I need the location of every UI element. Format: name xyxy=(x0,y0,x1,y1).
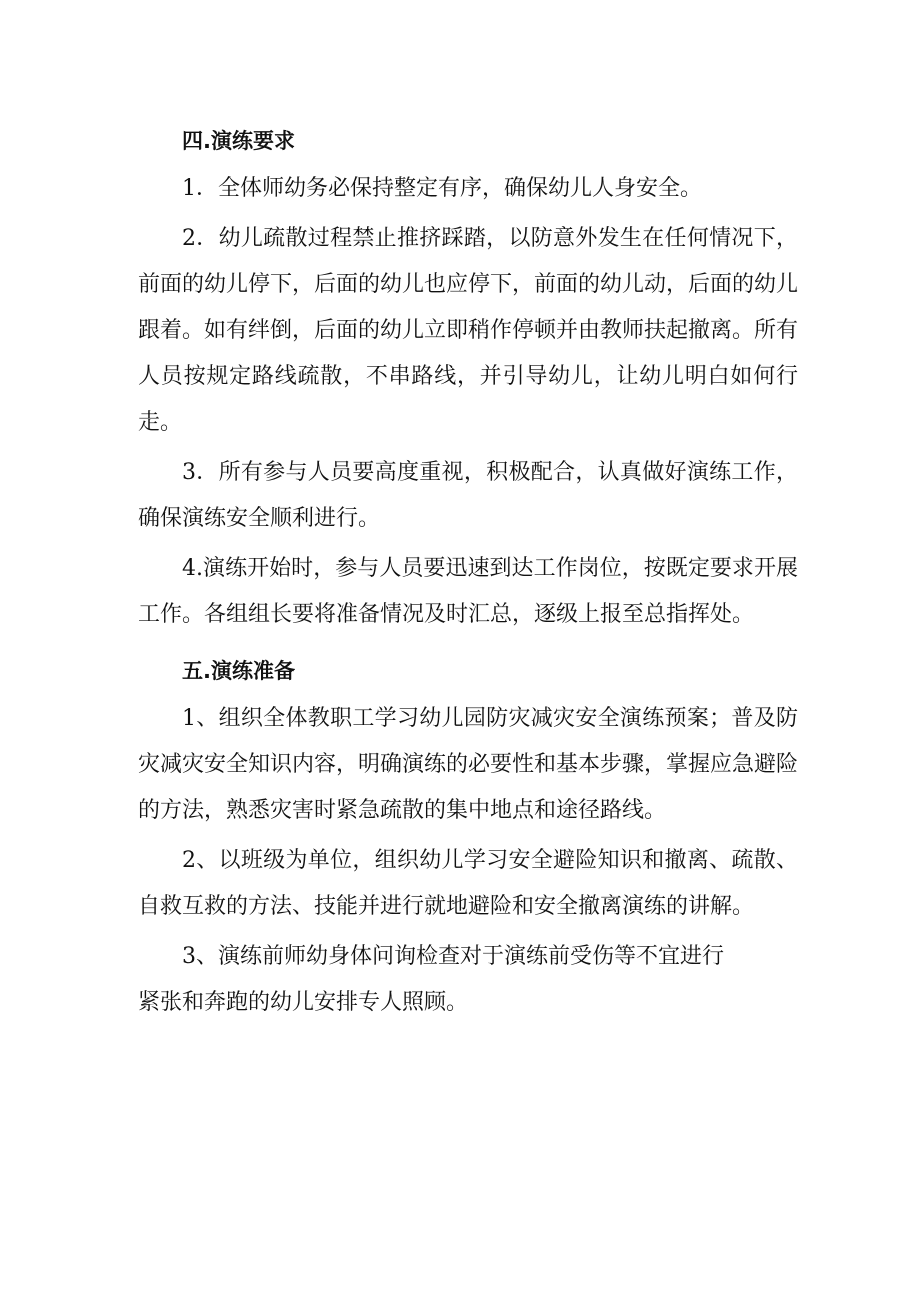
requirement-item-3: 3．所有参与人员要高度重视，积极配合，认真做好演练工作，确保演练安全顺利进行。 xyxy=(138,460,798,531)
preparation-item-3-line-1: 3、演练前师幼身体问询检查对于演练前受伤等不宜进行 xyxy=(182,944,724,969)
requirement-item-4: 4.演练开始时，参与人员要迅速到达工作岗位，按既定要求开展工作。各组组长要将准备情况及时汇总，逐级上报至总指挥处。 xyxy=(138,556,798,627)
preparation-item-3 xyxy=(138,934,798,1026)
section-heading-preparation: 五.演练准备 xyxy=(182,659,295,683)
section-heading-requirements: 四.演练要求 xyxy=(182,129,295,153)
preparation-item-2: 2、以班级为单位，组织幼儿学习安全避险知识和撤离、疏散、自救互救的方法、技能并进行就地避险和安全撤离演练的讲解。 xyxy=(138,848,798,919)
document-body xyxy=(138,118,798,1030)
preparation-item-3-line-2: 紧张和奔跑的幼儿安排专人照顾。 xyxy=(138,990,469,1015)
preparation-item-1: 1、组织全体教职工学习幼儿园防灾减灾安全演练预案；普及防灾减灾安全知识内容，明确演练的必要性和基本步骤，掌握应急避险的方法，熟悉灾害时紧急疏散的集中地点和途径路线。 xyxy=(138,706,799,823)
requirement-item-1: 1．全体师幼务必保持整定有序，确保幼儿人身安全。 xyxy=(182,176,702,201)
requirement-item-2: 2．幼儿疏散过程禁止推挤踩踏，以防意外发生在任何情况下，前面的幼儿停下，后面的幼儿也应停下，前面的幼儿动，后面的幼儿跟着。如有绊倒，后面的幼儿立即稍作停顿并由教师扶起撤离。所有人员按规定路线疏散，不串路线，并引导幼儿，让幼儿明白如何行走。 xyxy=(138,226,799,435)
